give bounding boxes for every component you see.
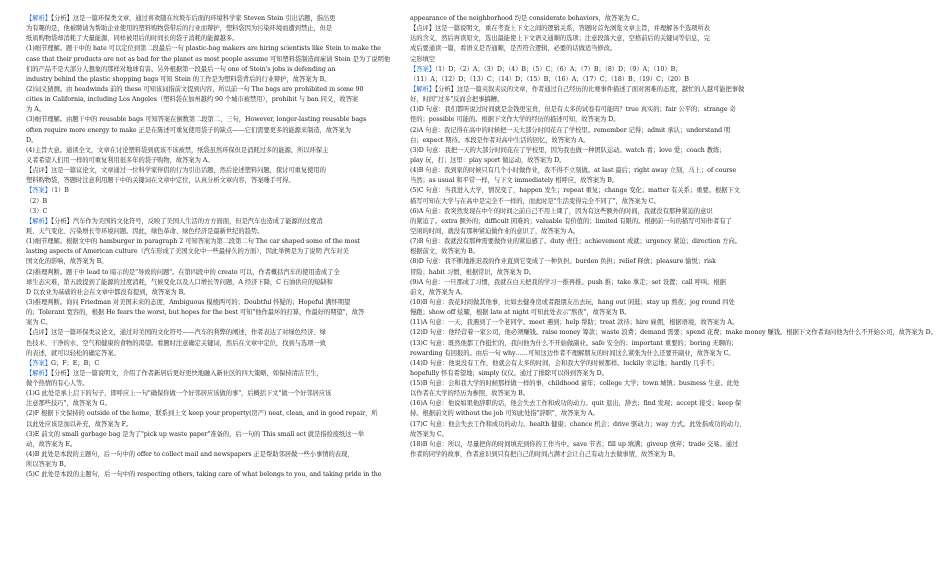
left-column [26,14,392,480]
section-tag: 【解析】 [26,369,51,377]
line-text: 的紧迫了。extra 额外的；difficult 困难的；valuable 有价值的；limited 有限的。根据前一句的描写可知作者有了 [410,217,732,225]
line-text: 为 A。 [26,106,45,114]
line-text: 义者希望人们用一样的可重复利用很多年的袋子购物，故答案为 A。 [26,156,214,164]
text-line [410,430,776,440]
text-line [410,359,776,369]
text-line [410,207,776,217]
line-text: 以作者在大学的经历为参照，故答案为 B。 [410,390,529,398]
line-text: (15)B 句意：会和我大学的时候那样做一样的事，childhood 童年；college 大学；town 城镇；business 生意。此处 [410,380,740,388]
text-line [410,95,776,105]
text-line [410,217,776,227]
text-line [26,176,392,186]
line-text: 慢跑；show off 炫耀，根据 late at night 可知此处表示"熬夜"，故答案为 B。 [410,309,631,317]
line-text: （2）B [26,197,48,205]
section-tag: 【答案】 [26,187,51,195]
text-line [26,359,392,369]
line-text: (6)A 句意：我突然发现在中午的时间之前自己不用上课了，因为有这些额外的时间，我就没有那种紧迫的意识 [410,207,713,215]
line-text: 纸质购物袋却消耗了大量能源，同样被用后的时间长的袋子消耗的能源越多。 [26,35,239,43]
line-text: lasting aspects of American culture（汽车形成了美国文化中一些最持久的方面），因此举例是为了说明 汽车对美 [26,248,349,256]
text-line [26,55,392,65]
text-line [26,257,392,267]
line-text: play 玩，打；这里：play sport 做运动，故答案为 D。 [410,156,566,164]
text-line [26,349,392,359]
text-line [26,409,392,419]
text-line [26,440,392,450]
text-line [410,247,776,257]
line-text: 【分析】这是一篇夹叙夹议的文章，作者通过自己经历的比赛事件描述了面对困难的态度，越忙的人越可能把事做 [435,85,745,93]
text-line [26,75,392,85]
section-tag: 【答案】 [410,65,435,73]
text-line [410,450,776,460]
line-text: (13)C 句意：既然他都工作挺忙的，我问他为什么不开始做副业。safe 安全的；important 重要的；boring 无聊的； [410,339,738,347]
text-line [410,85,776,95]
text-line [410,268,776,278]
text-line [410,308,776,318]
line-text: 的表述，就可以轻松的确定答案。 [26,349,120,357]
text-line [26,105,392,115]
line-text: 作者的同学的故事，作者意识到只有把自己的时间占满才会让自己有动力去做事情，故答案为 B。 [410,451,679,459]
line-text: 【分析】这是一篇环保类文章，通过喜欢随在垃圾车后面的环境科学家 Steven Stein 引出话题，指出更 [51,15,336,22]
text-line [410,186,776,196]
text-line [26,308,392,318]
line-text: (2)词义猜测。由 headwinds 前的 these 可知该词指前文提到内容，所以前一句 The bags are prohibited in some 90 [26,85,364,93]
text-line [26,136,392,146]
line-text: industry behind the plastic shopping bags 可知 Stein 的工作是为塑料袋背后的行业辩护，故答案为 B。 [26,75,331,83]
text-line [26,298,392,308]
line-text: 完形填空 [410,55,435,63]
line-text: (16)A 句意：他说如果他辞职的话，他会失去工作和成功的动力。quit 退出，辞去；find 发现；accept 接受；keep 保 [410,400,742,408]
line-text: 白；expect 期待。本段是作者对高中生活的回忆，故答案为 A。 [410,136,590,144]
line-text: (3)E 前文的 small garbage bag 是为了"pick up waste paper"准备的，后一句的 This small act 就是指捡废纸这一举 [26,430,365,438]
line-text: 空闲的时间，就没有那种紧迫做作业的意识了，故答案为 A。 [410,227,579,235]
text-line [26,369,392,379]
text-line [410,379,776,389]
line-text: case that their products are not as bad for the planet as most people assume 可知塑料袋制造商雇请 Stein 是为了说明他 [26,55,391,63]
section-tag: 【答案】 [26,359,51,367]
text-line [410,389,776,399]
line-text: 【点评】这是一篇说明文，重在考查上下文之间的逻辑关系，答题时首先浏览文章主旨，并理解各个选项所表 [410,25,710,33]
line-text: 色技术、干净的水、空气和健康的食物的渴望。看题时注意确定关键词，然后在文章中定位，找到与选项一致 [26,339,326,347]
line-text: 的；Tolerant 宽容的，根据 He fears the worst, but hopes for the best 可知"他作最坏的打算，作最好的期望"，故答 [26,309,365,317]
line-text: (2)F 根据下文保持的 outside of the home，联系到上文 keep your property(房产) neat, clean, and in good repair，所 [26,410,378,418]
line-text: 【点评】这是一篇环保类议论文，通过对美国的文化符号——汽车的利弊的阐述，作者表达了对绿色经济、绿 [26,329,326,337]
line-text: 们的产品不是大部分人想象的那样对地球有害。另外根据第一段最后一句 one of Stein's jobs is defending an [26,65,336,73]
line-text: 所以答案为 B。 [26,461,71,469]
line-text: 动，故答案为 E。 [26,440,77,448]
line-text: cities in California, including Los Angeles（塑料袋在加州越约 90 个城市被禁用），prohibit 与 ban 同义，故答案 [26,96,359,104]
line-text: rewarding 有回报的。由后一句 why……可知这边作者不理解朋友的时间这么紧张为什么还要开副业，故答案为 C。 [410,349,735,357]
text-line [26,217,392,227]
text-line [26,430,392,440]
section-tag: 【解析】 [410,85,435,93]
line-text: 怪的；possible 可能的。根据下文作大学的经历的描述可知，故答案为 D。 [410,116,620,124]
text-line [26,166,392,176]
line-text: (12)D 句意：他经营着一家公司，他必须赚钱。raise money 筹款；waste 浪费；demand 需要；spend 花费；make money 赚钱。根据下文作者询问他为什么不开始公司，故答案为 D。 [410,329,937,337]
line-text: 案为 C。 [26,319,52,327]
line-text: 耗、天气变化、污染增长等环境问题。因此，绿色革命、绿色经济是最新世纪的趋势。 [26,227,264,235]
text-line [26,146,392,156]
line-text: (18)B 句意：所以，尽量把你的时间填充到你的工作当中。save 节省；fill up 填满；giveup 放弃；trade 交易。通过 [410,440,739,448]
text-line [26,328,392,338]
line-text: 【分析】这是一篇说明文，介绍了作者新居后更好更快地融入新社区的四大策略，如保持清洁卫生， [51,369,323,377]
text-line [410,339,776,349]
line-text: (3)D 句意：我把一天的大部分时间花在了学校里，因为我也做一种团队运动。watch 看；love 爱；coach 教练； [410,146,726,154]
line-text: 【点评】这是一篇议论文，文章通过一位科学家伴侣的行为引出话题，然后论述塑料问题，探讨可重复使用的 [26,167,326,175]
line-text: 故答案为 C。 [410,430,448,438]
line-text: 达的含义，然后再读原文，选出最能使上下文语义通顺的选项；注意段落大意，空格前后的关键词等信息，完 [410,35,710,43]
text-line [410,440,776,450]
line-text: (1)细节理解。根据文中的 hamburger in paragraph 2 可知答案为第二段第二句 The car shaped some of the most [26,238,361,246]
text-line [410,115,776,125]
text-line [26,34,392,44]
text-line [26,268,392,278]
section-tag: 【解析】 [26,15,51,22]
text-line [26,115,392,125]
line-text: (4)B 此处是本段的主题句，后一句中的 offer to collect mail and newspapers 正是帮助邻居做一些小事情的表现， [26,451,354,459]
text-line [410,349,776,359]
line-text: 根据前文，故答案为 B。 [410,248,479,256]
line-text: (2)A 句意：我记得在高中的时候把一天大部分时间花在了学校里。remember 记得；admit 承认；understand 明 [410,126,731,134]
text-line [410,166,776,176]
line-text: 前文，故答案为 A。 [410,288,467,296]
text-line [410,399,776,409]
text-line [26,65,392,75]
text-line [26,247,392,257]
text-line [26,197,392,207]
text-line [410,65,776,75]
text-line [410,75,776,85]
text-line [410,288,776,298]
right-column [410,14,937,460]
text-line [410,14,776,24]
line-text: often require more energy to make 正是在陈述可重复使用袋子的缺点——它们需要更多的能源来制造，故答案为 [26,126,351,134]
text-line [410,369,776,379]
line-text: (5)C 句意：当我进入大学，情况变了，happen 发生；repeat 重复；change 变化；matter 有关系；重要。根据下文 [410,187,740,195]
line-text: G；F；E；B；C [51,359,100,367]
line-text: (1)D 句意：我们都听说过时间就是金钱更宝贵，但是有太多的试卷有可能吗？true 真实的；fair 公平的；strange 奇 [410,106,736,114]
line-text: (1)细节理解。题干中的 hate 可以定位到第二段最后一句 plastic-bag makers are hiring scientists like Stein to make the [26,45,381,53]
text-line [410,24,776,34]
line-text: D 以农业为基础的社会在文章中都没有提到，故答案为 B。 [26,288,190,296]
text-line [26,288,392,298]
line-text: 冒险；habit 习惯，根据常识，故答案为 D。 [410,268,535,276]
line-text: (4)B 句意：我到家的时候只有几个小时做作业，我不得不立刻做。at last 最后；right away 立刻，马上；of course [410,167,737,175]
text-line [410,105,776,115]
line-text: 注意那些技巧"，故答案为 G。 [26,400,111,408]
line-text: (7)B 句意：我就没有那种需要做作业的紧迫感了。duty 责任；achievement 成就；urgency 紧迫；direction 方向。 [410,238,741,246]
line-text: （3）C [26,207,48,215]
text-line [410,318,776,328]
text-line [26,420,392,430]
line-text: (14)D 句意：他说没有工作，他就会有太多的时间，会和我大学的时候那样。luckily 幸运地；hardly 几乎不； [410,359,718,367]
text-line [410,420,776,430]
line-text: 国文化的影响，故答案为 B。 [26,258,108,266]
text-line [26,470,392,480]
line-text: hopefully 怀有希望地；simply 仅仅。通过了排除可以得到答案为 D。 [410,369,608,377]
line-text: 塑料购物袋，答题时注意利用题干中的关键词在文章中定位，认真分析文章内容，答案唾手可得。 [26,177,295,185]
line-text: 当然；as usual 和平常一样，与下文 immediately 相呼应，故答案为 B。 [410,177,619,185]
text-line [410,34,776,44]
text-line [410,55,776,65]
line-text: (11)A 句意：一天，我遇到了一个老同学。meet 遇到；help 帮助；treat 款待；hire 雇佣，根据语境，故答案为 A。 [410,319,739,327]
line-text: （11）A；（12）D；（13）C；（14）D；（15）B；（16）A；（17）C；（18）B；（19）C；（20）B [410,75,689,83]
text-line [410,156,776,166]
text-line [26,460,392,470]
text-line [410,278,776,288]
text-line [410,227,776,237]
text-line [26,278,392,288]
text-line [26,399,392,409]
text-line [26,126,392,136]
text-line [26,156,392,166]
text-line [26,44,392,54]
text-line [26,237,392,247]
text-line [410,197,776,207]
line-text: (17)C 句意：他会失去工作和成功的动力。health 健康；chance 机会；drive 驱动力；way 方式。此处指成功的动力， [410,420,746,428]
text-line [26,450,392,460]
text-line [26,24,392,34]
line-text: (5)C 此处是本段的主题句，后一句中的 respecting others, taking care of what belongs to you, and taking pride in the [26,471,382,479]
line-text: 成后要通读一篇，看语义是否通顺，是否符合逻辑，必要的话做适当修改。 [410,45,617,53]
line-text: （1）D；（2）A；（3）D；（4）B；（5）C；（6）A；（7）B；（8）D；（9）A；（10）B； [435,65,682,73]
text-line [410,257,776,267]
text-line [410,237,776,247]
text-line [410,176,776,186]
line-text: D。 [26,136,38,144]
line-text: 以此处应该是加以补充，故答案为 F。 [26,420,133,428]
line-text: (4)主旨大意。通读全文，文章在讨论塑料袋到底该不该被禁，纸袋虽然环保但是消耗过多的能源，所以环保主 [26,146,329,154]
text-line [410,126,776,136]
text-line [410,44,776,54]
text-line [26,389,392,399]
text-line [26,207,392,217]
line-text: (3)细节理解。由题干中的 reusable bags 可知答案在倒数第二段第二、三句，However, longer-lasting reusable bags [26,116,367,124]
line-text: 好，时间"过多"反而会把事搞糟。 [410,96,504,104]
text-line [410,298,776,308]
line-text: 描写可知在大学与在高中是完全不一样的，而此时是"生活变得完全不同了"，故答案为 C。 [410,197,660,205]
section-tag: 【解析】 [26,217,51,225]
text-line [26,14,392,24]
text-line [26,227,392,237]
line-text: (3)推理判断。询问 Friedman 对美国未来的态度，Ambiguous 模棱两可的；Doubtful 怀疑的；Hopeful 满怀期望 [26,298,351,306]
line-text: 持。根据前文的 without the job 可知此处指"辞职"，故答案为 A。 [410,410,599,418]
text-line [410,409,776,419]
text-line [410,146,776,156]
line-text: （1）B [51,187,69,195]
text-line [26,339,392,349]
text-line [410,136,776,146]
line-text: (8)D 句意：我不断地推迟我的作业直到它变成了一种负担。burden 负担；relief 释放；pleasure 愉悦；risk [410,258,716,266]
text-line [26,95,392,105]
line-text: (2)推理判断。题干中 lead to 暗示的是"导致的问题"。在第四段中的 create 可以，作者概括汽车的使用造成了全 [26,268,340,276]
line-text: (9)A 句意：一旦那成了习惯，我就在白天把我的学习一推再推。push 推；take 拿走；set 设置；call 呼叫。根据 [410,278,726,286]
text-line [26,186,392,196]
text-line [26,85,392,95]
line-text: (1)G 此处是承上启下的句子，即呼应上一句"确保你做一个好邻居应该做的事"，后概括下文"做一个好邻居应该 [26,390,332,398]
line-text: 为有趣的是，他被聘请为帮助企业使用的塑料购物袋带后的行业而辩护，塑料袋因为污染环境而遭到禁止，但是 [26,25,333,33]
text-line [26,379,392,389]
line-text: appearance of the neighborhood 均是 considerate behaviors，故答案为 C。 [410,15,643,22]
text-line [26,318,392,328]
text-line [410,328,937,338]
line-text: 球生态灾难，第五段提到了能源的过度消耗，气候变化以及人口增长等问题，A 经济下降，C 石油供应的短缺和 [26,278,333,286]
line-text: 【分析】汽车作为美国的文化符号，反映了美国人生活的方方面面，但是汽车也造成了能源的过度消 [51,217,323,225]
line-text: (10)B 句意：我花时间做其他事，比如去健身房或者跟朋友出去玩，hang out 闲逛；stay up 熬夜；jog round 四处 [410,298,735,306]
line-text: 做个热情的有心人等。 [26,380,89,388]
